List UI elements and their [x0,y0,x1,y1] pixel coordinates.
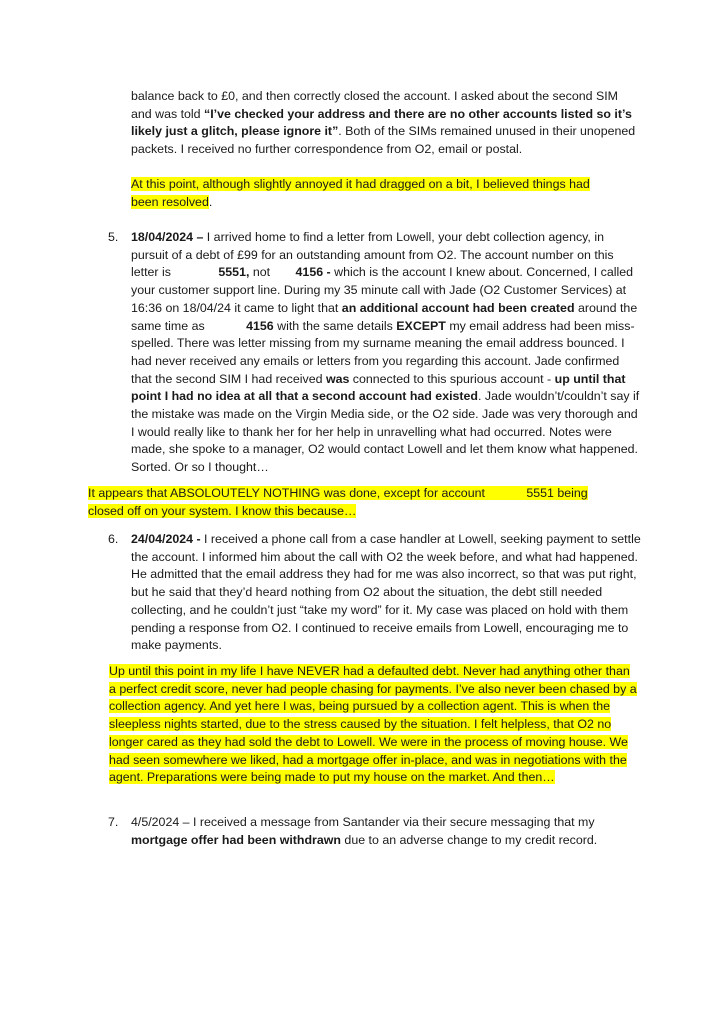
account-bold: 4156 - [295,265,331,280]
text: due to an adverse change to my credit record. [340,832,598,847]
list-item-text [131,229,641,477]
emphasis-bold: mortgage offer had been withdrawn [131,832,341,847]
emphasis-bold: an additional account had been created [341,300,575,315]
text: which is the account I knew about. Concerned, I called your customer support line. During my 35 minute call with Jade (O2 Customer Services) at 16:36 on 18/04/24 it came to light that [131,265,634,315]
text: not [249,265,274,280]
list-item-5 [108,229,641,477]
text: balance back to £0, and then correctly closed the account. I asked about the second SIM and was told [131,89,618,121]
text: 5551 being closed off on your system. I know this because… [88,486,588,518]
list-item-text [131,814,641,849]
text: I received a phone call from a case handler at Lowell, seeking payment to settle the account. I informed him about the call with O2 the week before, and what had happened. He admitted that the email address they had for me was also incorrect, so that was put right, but he said that they’d heard nothing from O2 about the situation, the debt still needed collecting, and he couldn’t just “take my word” for it. My case was placed on hold with them pending a response from O2. I continued to receive emails from Lowell, encouraging me to make payments. [131,532,641,653]
account-bold: 4156 [246,318,274,333]
text: around the same time as [131,300,638,333]
list-number: 6. [108,532,119,546]
text: . [208,194,213,209]
highlighted-text: Up until this point in my life I have NEVER had a defaulted debt. Never had anything other than a perfect credit score, never had people chasing for payments. I’ve also never been chased by a collection agency. And yet here I was, being pursued by a collection agent. This is when the sleepless nights started, due to the stress caused by the situation. I felt helpless, that O2 no longer cared as they had sold the debt to Lowell. We were in the process of moving house. We had seen somewhere we liked, had a mortgage offer in-place, and was in negotiations with the agent. Preparations were being made to put my house on the market. And then… [109,664,637,785]
account-bold: 5551, [218,265,250,280]
text: my email address had been miss-spelled. There was letter missing from my surname meaning the email address bounced. I had never received any emails or letters from you regarding this account. Jade confirmed that the second SIM I had received [131,318,635,386]
highlighted-text [88,486,588,518]
emphasis-bold: EXCEPT [396,318,446,333]
highlight-never-defaulted [109,663,639,787]
paragraph-intro [131,88,641,159]
date-bold: 18/04/2024 – [131,230,204,244]
list-number: 7. [108,815,119,829]
text: . Both of the SIMs remained unused in their unopened packets. I received no further correspondence from O2, email or postal. [131,124,636,157]
list-number: 5. [108,230,119,244]
text: connected to this spurious account - [349,371,555,386]
list-item-7 [108,814,641,849]
highlight-nothing-done [88,485,618,520]
text: 4/5/2024 – I received a message from Santander via their secure messaging that my [131,815,595,829]
emphasis-bold: up until that point I had no idea at all that a second account had existed [131,371,626,404]
text: with the same details [273,318,397,333]
emphasis-bold: was [325,371,350,386]
list-item-6 [108,531,641,655]
list-item-text [131,531,641,655]
text: . Jade wouldn’t/couldn’t say if the mistake was made on the Virgin Media side, or the O2 side. Jade was very thorough and I would really like to thank her for her help in unravelling what had occurred. Notes were made, she spoke to a manager, O2 would contact Lowell and let them know what happened. Sorted. Or so I thought… [131,389,640,475]
highlight-resolved [131,176,611,211]
text: I arrived home to find a letter from Lowell, your debt collection agency, in pursuit of a debt of £99 for an outstanding amount from O2. The account number on this letter is [131,230,614,280]
quote-bold: “I’ve checked your address and there are no other accounts listed so it’s likely just a glitch, please ignore it” [131,106,632,139]
highlighted-text: At this point, although slightly annoyed it had dragged on a bit, I believed things had been resolved [131,177,590,209]
text: It appears that ABSOLOUTELY NOTHING was done, except for account [88,486,489,500]
date-bold: 24/04/2024 - [131,532,201,546]
